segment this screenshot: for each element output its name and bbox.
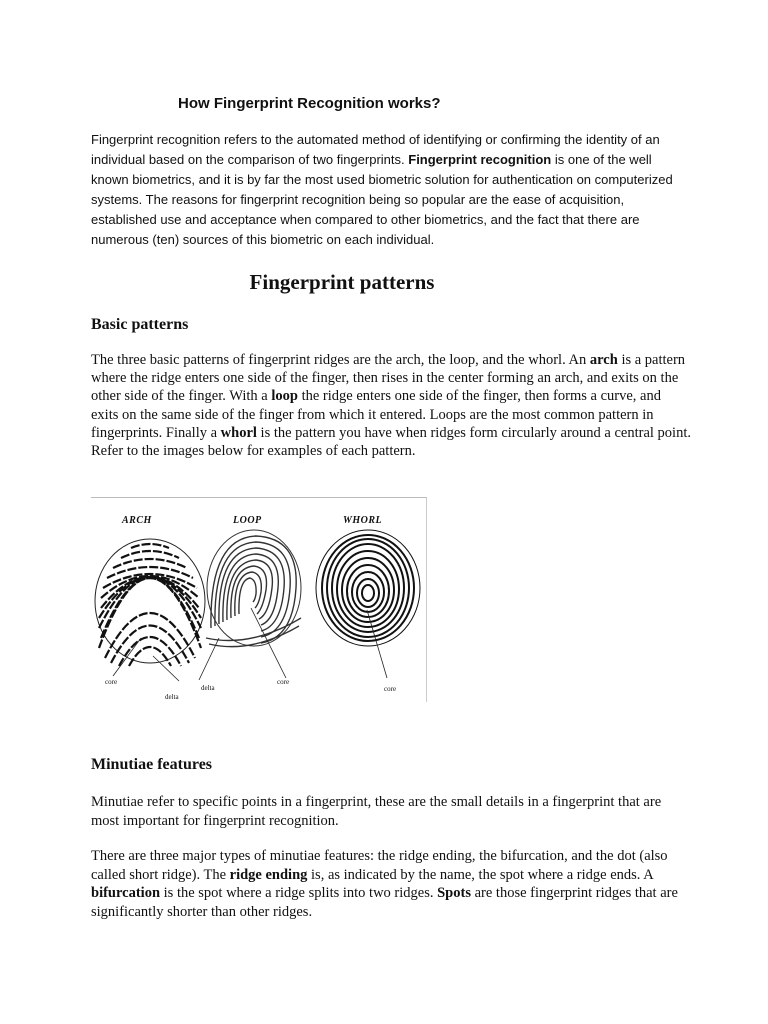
loop-core-label: core xyxy=(277,678,290,686)
minutiae-text-4: are those fingerprint ridges that are significantly shorter than other ridges. xyxy=(91,885,678,920)
ridge-ending-term: ridge ending xyxy=(229,866,308,883)
whorl-fingerprint xyxy=(316,530,420,646)
minutiae-paragraph-2 xyxy=(91,847,691,921)
arch-core-label: core xyxy=(105,678,118,686)
minutiae-text-2: is, as indicated by the name, the spot where a ridge ends. A xyxy=(307,866,653,883)
fingerprint-illustrations xyxy=(91,498,427,703)
loop-fingerprint xyxy=(206,530,301,647)
basic-patterns-heading: Basic patterns xyxy=(91,316,189,333)
loop-delta-label: delta xyxy=(201,684,215,692)
loop-term: loop xyxy=(271,388,298,405)
intro-paragraph xyxy=(91,130,691,250)
fingerprint-patterns-figure xyxy=(91,497,427,702)
minutiae-text-3: is the spot where a ridge splits into two ridges. xyxy=(160,885,438,901)
arch-term: arch xyxy=(589,352,618,368)
spots-term: Spots xyxy=(437,885,471,901)
intro-text-1: Fingerprint recognition refers to the automated method of identifying or confirming the identity of an individual based on the comparison of two fingerprints. xyxy=(91,132,660,167)
patterns-heading: Fingerprint patterns xyxy=(249,270,435,294)
basic-text-3: the ridge enters one side of the finger, then forms a curve, and exits on the same side of the finger from which it entered. Loops are the most common pattern in fingerprints. Finally a xyxy=(91,388,661,441)
intro-text-2: is one of the well known biometrics, and it is by far the most used biometric solution for authentication on computerized systems. The reasons for fingerprint recognition being so popular are the ease of acquisition, established use and acceptance when compared to other biometrics, and the fact that there are numerous (ten) sources of this biometric on each individual. xyxy=(91,152,673,247)
basic-text-2: is a pattern where the ridge enters one side of the finger, then rises in the center forming an arch, and exits on the other side of the finger. With a xyxy=(91,352,686,405)
arch-label: ARCH xyxy=(122,515,152,526)
whorl-term: whorl xyxy=(220,424,257,441)
bifurcation-term: bifurcation xyxy=(91,885,161,901)
minutiae-paragraph-1: Minutiae refer to specific points in a fingerprint, these are the small details in a fingerprint that are most important for fingerprint recognition. xyxy=(91,794,662,829)
basic-patterns-paragraph xyxy=(91,351,691,460)
arch-fingerprint xyxy=(95,539,205,666)
minutiae-heading: Minutiae features xyxy=(91,756,213,773)
basic-text-4: is the pattern you have when ridges form circularly around a central point. xyxy=(256,424,691,441)
whorl-label: WHORL xyxy=(343,515,383,526)
basic-text-1: The three basic patterns of fingerprint ridges are the arch, the loop, and the whorl. An xyxy=(91,352,590,368)
loop-label: LOOP xyxy=(233,515,262,526)
intro-bold-term: Fingerprint recognition xyxy=(408,152,552,167)
intro-heading: How Fingerprint Recognition works? xyxy=(178,95,441,112)
arch-delta-label: delta xyxy=(165,693,179,701)
whorl-core-label: core xyxy=(384,685,397,693)
basic-text-5: Refer to the images below for examples of each pattern. xyxy=(91,443,416,460)
minutiae-text-1: There are three major types of minutiae features: the ridge ending, the bifurcation, and the dot (also called short ridge). The xyxy=(91,848,668,883)
